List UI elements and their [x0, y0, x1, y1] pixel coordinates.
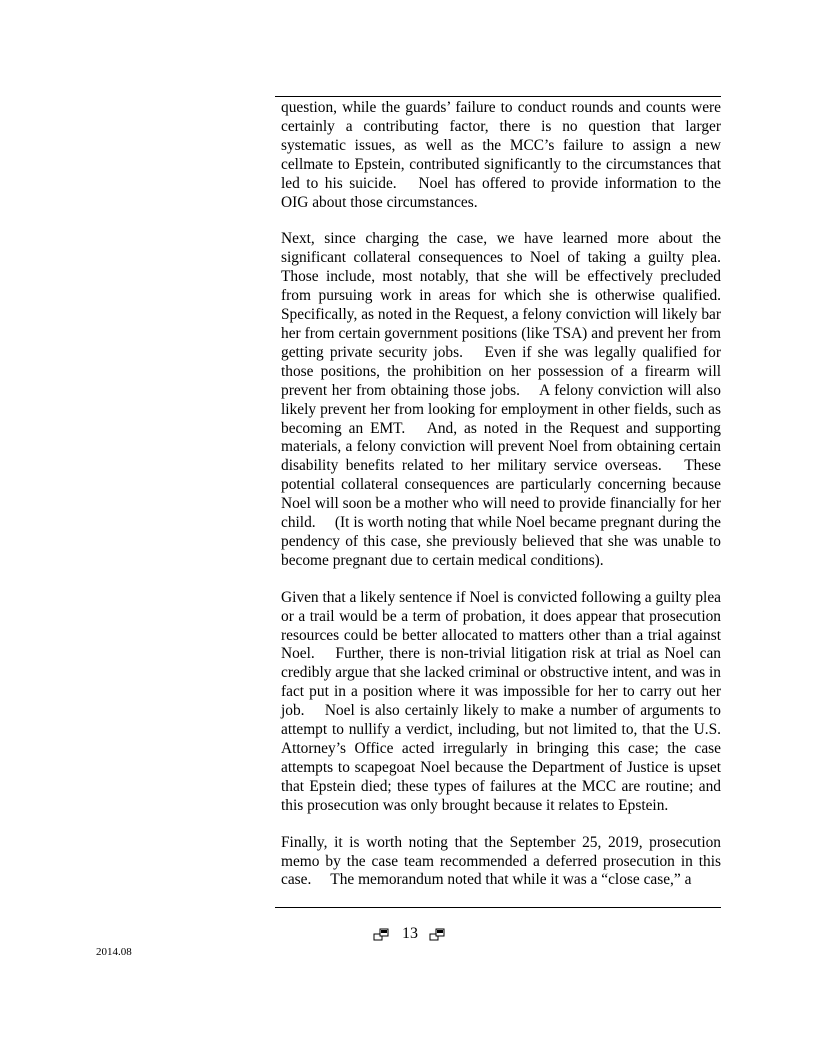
document-mark-icon [428, 925, 448, 943]
paragraph-2: Next, since charging the case, we have learned more about the significant collateral consequences to Noel of taking a guilty plea. Those include, most notably, that she will be effectively precluded from pursuing work in areas for which she is otherwise qualified. Specifically, as noted in the Request, a felony conviction will likely bar her from certain government positions (like TSA) and prevent her from getting private security jobs. Even if she was legally qualified for those positions, the prohibition on her possession of a firearm will prevent her from obtaining those jobs. A felony conviction will also likely prevent her from looking for employment in other fields, such as becoming an EMT. And, as noted in the Request and supporting materials, a felony conviction will prevent Noel from obtaining certain disability benefits related to her military service overseas. These potential collateral consequences are particularly concerning because Noel will soon be a mother who will need to provide financially for her child. (It is worth noting that while Noel became pregnant during the pendency of this case, she previously believed that she was unable to become pregnant due to certain medical conditions). [281, 230, 721, 569]
version-code: 2014.08 [96, 946, 132, 958]
page-number: 13 [402, 925, 418, 942]
document-mark-icon [372, 925, 392, 943]
paragraph-3: Given that a likely sentence if Noel is convicted following a guilty plea or a trail would be a term of probation, it does appear that prosecution resources could be better allocated to matters other than a trial against Noel. Further, there is non-trivial litigation risk at trial as Noel can credibly argue that she lacked criminal or obstructive intent, and was in fact put in a position where it was impossible for her to carry out her job. Noel is also certainly likely to make a number of arguments to attempt to nullify a verdict, including, but not limited to, that the U.S. Attorney’s Office acted irregularly in bringing this case; the case attempts to scapegoat Noel because the Department of Justice is upset that Epstein died; these types of failures at the MCC are routine; and this prosecution was only brought because it relates to Epstein. [281, 588, 721, 814]
document-body [275, 96, 721, 908]
paragraph-4: Finally, it is worth noting that the September 25, 2019, prosecution memo by the case team recommended a deferred prosecution in this case. The memorandum noted that while it was a “close case,” a [281, 833, 721, 889]
paragraph-1: question, while the guards’ failure to conduct rounds and counts were certainly a contributing factor, there is no question that larger systematic issues, as well as the MCC’s failure to assign a new cellmate to Epstein, contributed significantly to the circumstances that led to his suicide. Noel has offered to provide information to the OIG about those circumstances. [281, 99, 721, 211]
page-footer [360, 925, 460, 943]
